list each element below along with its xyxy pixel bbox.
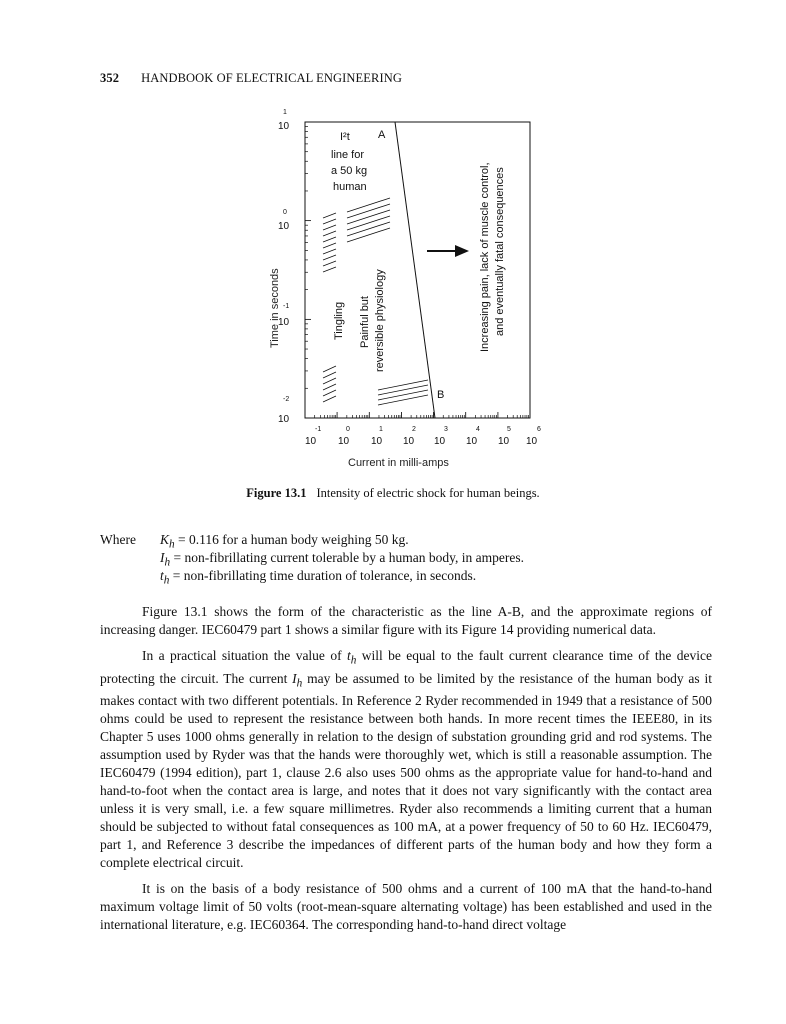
x-tick-base: 10 <box>338 436 350 447</box>
i2t-desc-line: a 50 kg <box>331 165 368 177</box>
x-tick-exp: 0 <box>346 426 350 433</box>
x-ticks <box>305 426 541 447</box>
i2t-desc-line: human <box>333 181 367 193</box>
paragraph: It is on the basis of a body resistance of 500 ohms and a current of 100 mA that the hand-to-hand maximum voltage limit of 50 volts (root-mean-square alternating voltage) has been established and used in the international literature, e.g. IEC60364. The corresponding hand-to-hand direct voltage <box>100 881 712 933</box>
paragraph: Figure 13.1 shows the form of the characteristic as the line A-B, and the approximate regions of increasing danger. IEC60479 part 1 shows a similar figure with its Figure 14 providing numerical data. <box>100 604 712 637</box>
x-tick-base: 10 <box>498 436 510 447</box>
running-title: HANDBOOK OF ELECTRICAL ENGINEERING <box>141 71 402 85</box>
figure-caption <box>0 486 786 501</box>
y-ticks <box>278 109 290 425</box>
y-axis-label: Time in seconds <box>269 268 281 348</box>
figure-caption-text: Intensity of electric shock for human beings. <box>316 486 540 500</box>
shock-intensity-figure <box>250 100 550 475</box>
painful-boundary-hatch-bottom <box>378 380 428 405</box>
i2t-desc-line: line for <box>331 149 365 161</box>
x-tick-base: 10 <box>466 436 478 447</box>
region-danger-label: and eventually fatal consequences <box>494 167 506 336</box>
x-tick-exp: 6 <box>537 426 541 433</box>
page-header <box>100 71 402 86</box>
i2t-label: I²t <box>340 131 350 143</box>
region-tingling-label: Tingling <box>333 301 345 340</box>
region-danger-label: Increasing pain, lack of muscle control, <box>479 162 491 352</box>
definition-th: $t_h$ = non-fibrillating time duration of tolerance, in seconds. <box>160 568 477 587</box>
paragraph: In a practical situation the value of $t_h$ will be equal to the fault current clearance time of the device protecting the circuit. The current $I_h$ may be assumed to be limited by the resistance of the human body as it makes contact with two different potentials. In Reference 2 Ryder recommended in 1949 that a resistance of 500 ohms could be used to represent the resistance between both hands. In more recent times the IEEE80, in its Chapter 5 uses 1000 ohms generally in relation to the design of substation grounding grid and rod systems. The assumption used by Ryder was that the hands were thoroughly wet, which is still a reasonable assumption. The IEC60479 (1994 edition), part 1, clause 2.6 also uses 500 ohms as the appropriate value for hand-to-hand and hand-to-foot when the contact area is large, and notes that it does not vary significantly with the contact area unless it is very small, i.e. a few square millimetres. Ryder also recommends a limiting current that a human should be subjected to without fatal consequences as 100 mA, at a power frequency of 50 to 60 Hz. IEC60479, part 1, and Reference 3 describe the impedances of different parts of the human body and how they form a complete electrical circuit. <box>100 648 712 871</box>
x-axis-label: Current in milli-amps <box>348 457 449 469</box>
x-minor-ticks <box>305 412 530 418</box>
x-tick-exp: -1 <box>315 426 322 433</box>
tingling-boundary-hatch-top <box>323 213 336 272</box>
y-tick-base: 10 <box>278 221 290 232</box>
x-tick-exp: 2 <box>412 426 416 433</box>
y-minor-ticks <box>305 122 311 418</box>
y-tick-exp: -2 <box>283 396 290 403</box>
y-tick-base: 10 <box>278 317 290 328</box>
y-tick-exp: 1 <box>283 109 287 116</box>
increasing-danger-arrow <box>427 245 469 257</box>
figure-caption-label: Figure 13.1 <box>246 486 307 500</box>
point-b-label: B <box>437 389 445 401</box>
region-painful-label: Painful but <box>359 296 371 348</box>
x-tick-base: 10 <box>526 436 538 447</box>
x-tick-exp: 3 <box>444 426 448 433</box>
x-tick-base: 10 <box>403 436 415 447</box>
region-painful-label: reversible physiology <box>374 269 386 372</box>
definition-ih: $I_h$ = non-fibrillating current tolerable by a human body, in amperes. <box>160 550 525 569</box>
painful-boundary-hatch-top <box>347 198 390 242</box>
y-tick-exp: -1 <box>283 303 290 310</box>
y-tick-exp: 0 <box>283 209 287 216</box>
x-tick-base: 10 <box>434 436 446 447</box>
y-tick-base: 10 <box>278 121 290 132</box>
x-tick-exp: 4 <box>476 426 480 433</box>
x-tick-exp: 5 <box>507 426 511 433</box>
point-a-label: A <box>378 129 386 141</box>
x-tick-exp: 1 <box>379 426 383 433</box>
x-tick-base: 10 <box>371 436 383 447</box>
x-tick-base: 10 <box>305 436 317 447</box>
definition-kh: $K_h = 0.116$ for a human body weighing 50 kg. <box>160 532 409 551</box>
y-tick-base: 10 <box>278 414 290 425</box>
page-number: 352 <box>100 71 120 85</box>
i2t-line-ab <box>395 122 435 418</box>
where-label: Where <box>100 532 136 547</box>
tingling-boundary-hatch-bottom <box>323 366 336 402</box>
body-text <box>100 603 712 942</box>
